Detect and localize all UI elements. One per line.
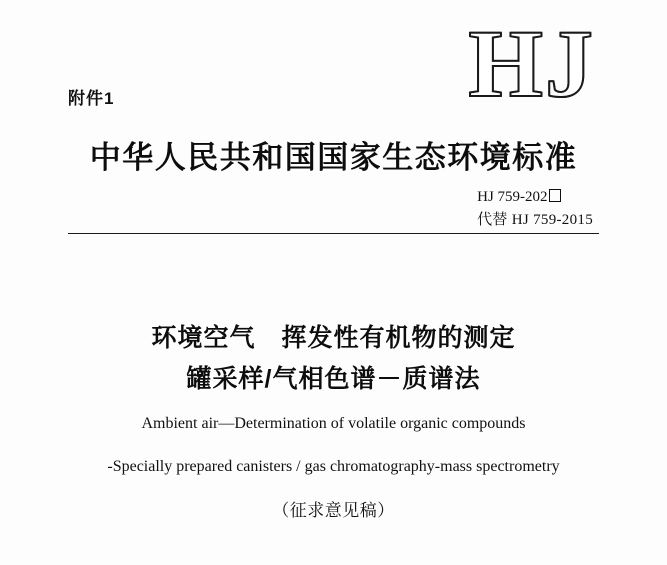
standard-replaces-line: 代替 HJ 759-2015	[477, 212, 593, 229]
title-cn-subject: 环境空气	[151, 324, 256, 352]
standard-number-text: HJ 759-202	[477, 189, 548, 205]
hj-logo: HJ	[468, 10, 595, 117]
empty-box-icon	[549, 189, 561, 202]
standard-number-block	[477, 186, 593, 233]
title-cn-object: 挥发性有机物的测定	[281, 324, 516, 352]
document-title-cn-line2: 罐采样/气相色谱－质谱法	[186, 364, 481, 393]
header-divider	[68, 233, 599, 234]
document-title-en-line2: -Specially prepared canisters / gas chromatography-mass spectrometry	[107, 458, 560, 475]
attachment-label: 附件1	[68, 89, 115, 108]
draft-status-note: （征求意见稿）	[272, 501, 395, 520]
standard-name-heading: 中华人民共和国国家生态环境标准	[89, 140, 578, 175]
standard-number-line	[477, 186, 593, 209]
document-title-en-line1: Ambient air—Determination of volatile organic compounds	[141, 415, 526, 432]
document-title-cn	[0, 318, 667, 399]
document-title-en	[0, 415, 667, 476]
document-title-cn-line1	[0, 318, 667, 359]
